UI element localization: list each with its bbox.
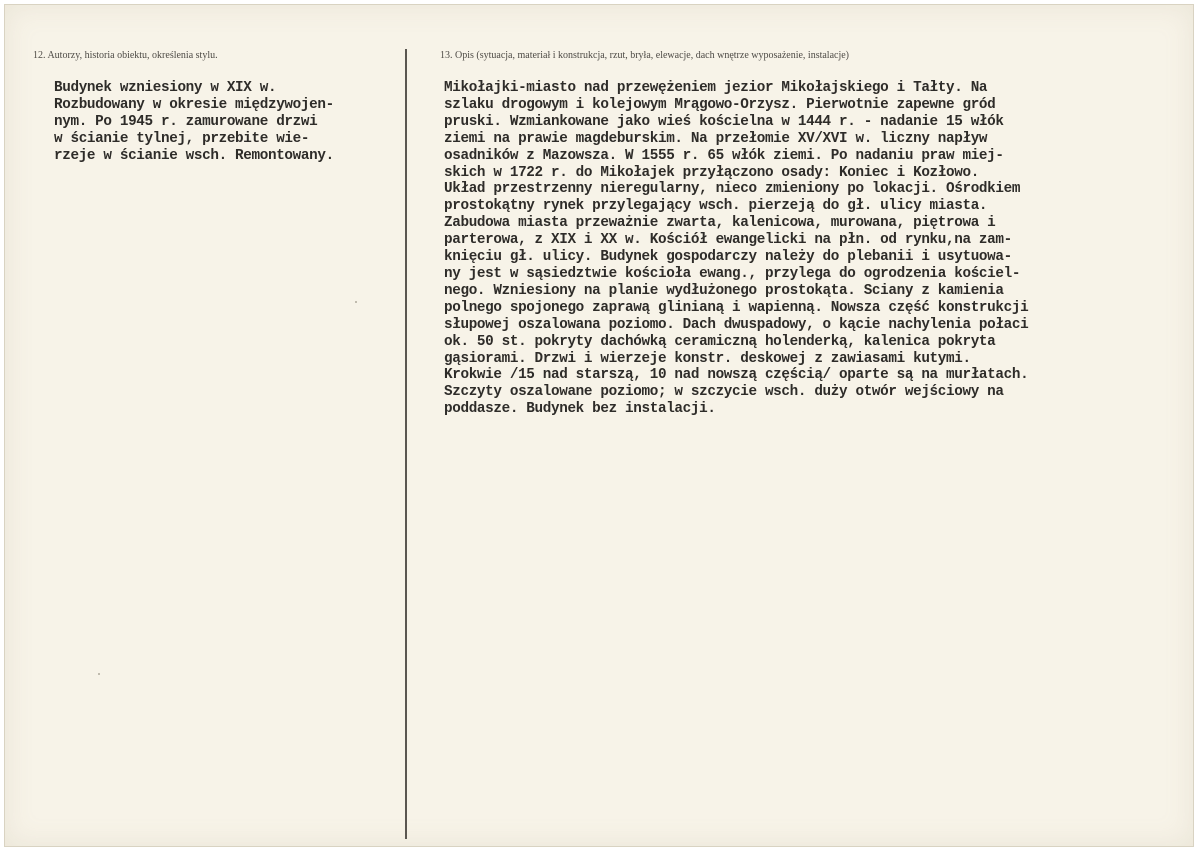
column-divider xyxy=(405,49,407,839)
description-text: Mikołajki-miasto nad przewężeniem jezior Mikołajskiego i Tałty. Na szlaku drogowym i kolejowym Mrągowo-Orzysz. Pierwotnie zapewne gród pruski. Wzmiankowane jako wieś kościelna w 1444 r. - nadanie 15 włók ziemi na prawie magdeburskim. Na przełomie XV/XVI w. liczny napływ osadników z Mazowsza. W 1555 r. 65 włók ziemi. Po nadaniu praw miej- skich w 1722 r. do Mikołajek przyłączono osady: Koniec i Kozłowo. Układ przestrzenny nieregularny, nieco zmieniony po lokacji. Ośrodkiem prostokątny rynek przylegający wsch. pierzeją do gł. ulicy miasta. Zabudowa miasta przeważnie zwarta, kalenicowa, murowana, piętrowa i parterowa, z XIX i XX w. Kościół ewangelicki na płn. od rynku,na zam- knięciu gł. ulicy. Budynek gospodarczy należy do plebanii i usytuowa- ny jest w sąsiedztwie kościoła ewang., przylega do ogrodzenia kościel- nego. Wzniesiony na planie wydłużonego prostokąta. Sciany z kamienia polnego spojonego zaprawą glinianą i wapienną. Nowsza część konstrukcji słupowej oszalowana poziomo. Dach dwuspadowy, o kącie nachylenia połaci ok. 50 st. pokryty dachówką ceramiczną holenderką, kalenica pokryta gąsiorami. Drzwi i wierzeje konstr. deskowej z zawiasami kutymi. Krokwie /15 nad starszą, 10 nad nowszą częścią/ oparte są na murłatach. Szczyty oszalowane poziomo; w szczycie wsch. duży otwór wejściowy na poddasze. Budynek bez instalacji. xyxy=(444,80,1029,418)
history-text: Budynek wzniesiony w XIX w. Rozbudowany w okresie międzywojen- nym. Po 1945 r. zamurowane drzwi w ścianie tylnej, przebite wie- rzeje w ścianie wsch. Remontowany. xyxy=(54,80,334,164)
section-13-heading: 13. Opis (sytuacja, materiał i konstrukcja, rzut, bryła, elewacje, dach wnętrze wyposażenie, instalacje) xyxy=(440,50,849,61)
paper-speck xyxy=(355,301,357,303)
section-12-heading: 12. Autorzy, historia obiektu, określenia stylu. xyxy=(33,50,218,61)
paper-speck xyxy=(98,673,100,675)
record-card xyxy=(4,4,1194,847)
